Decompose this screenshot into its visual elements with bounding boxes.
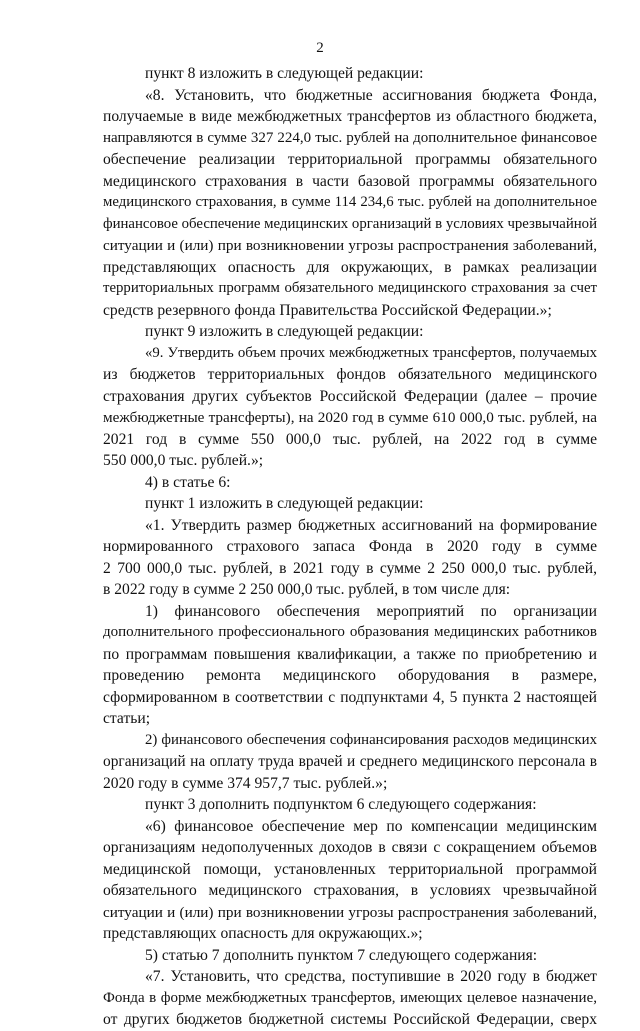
text-line: межбюджетные трансферты), на 2020 год в сумме 610 000,0 тыс. рублей, на xyxy=(103,409,597,426)
text-line: 2) финансового обеспечения софинансирования расходов медицинских xyxy=(145,731,597,748)
text-line: «1. Утвердить размер бюджетных ассигнований на формирование xyxy=(145,516,597,534)
text-line: сформированном в соответствии с подпунктами 4, 5 пункта 2 настоящей xyxy=(103,688,597,706)
text-line: 1) финансового обеспечения мероприятий по организации xyxy=(145,602,597,620)
text-line: из бюджетов территориальных фондов обязательного медицинского xyxy=(103,366,597,383)
text-line: представляющих опасность для окружающих.»; xyxy=(103,925,423,942)
text-line: Фонда в форме межбюджетных трансфертов, имеющих целевое назначение, xyxy=(103,989,597,1006)
text-line: от других бюджетов бюджетной системы Российской Федерации, сверх xyxy=(103,1011,597,1028)
text-line: 2021 год в сумме 550 000,0 тыс. рублей, на 2022 год в сумме xyxy=(103,430,597,448)
text-line: средств резервного фонда Правительства Российской Федерации.»; xyxy=(103,301,552,319)
text-line: 2 700 000,0 тыс. рублей, в 2021 году в сумме 2 250 000,0 тыс. рублей, xyxy=(103,559,597,577)
text-line: пункт 9 изложить в следующей редакции: xyxy=(145,323,424,340)
text-line: «9. Утвердить объем прочих межбюджетных трансфертов, получаемых xyxy=(145,344,597,361)
text-line: по программам повышения квалификации, а также по приобретению и xyxy=(103,645,597,663)
text-line: представляющих опасность для окружающих, в рамках реализации xyxy=(103,258,597,276)
text-line: нормированного страхового запаса Фонда в 2020 году в сумме xyxy=(103,538,597,555)
text-line: страхования других субъектов Российской Федерации (далее – прочие xyxy=(103,387,597,405)
text-line: территориальных программ обязательного медицинского страхования за счет xyxy=(103,280,597,296)
text-line: дополнительного профессионального образования медицинских работников xyxy=(103,624,597,640)
text-line: медицинской помощи, установленных территориальной программой xyxy=(103,860,597,878)
text-line: организаций на оплату труда врачей и среднего медицинского персонала в xyxy=(103,753,597,770)
text-line: в 2022 году в сумме 2 250 000,0 тыс. рублей, в том числе для: xyxy=(103,581,511,598)
text-line: «7. Установить, что средства, поступившие в 2020 году в бюджет xyxy=(145,968,597,985)
text-line: направляются в сумме 327 224,0 тыс. рублей на дополнительное финансовое xyxy=(103,129,597,146)
text-line: медицинского страхования в части базовой программы обязательного xyxy=(103,172,597,190)
text-line: обязательного медицинского страхования, в условиях чрезвычайной xyxy=(103,882,597,899)
text-line: организациям недополученных доходов в связи с сокращением объемов xyxy=(103,839,597,856)
text-line: медицинского страхования, в сумме 114 234,6 тыс. рублей на дополнительное xyxy=(103,194,597,210)
text-line: обеспечение реализации территориальной программы обязательного xyxy=(103,151,597,168)
text-line: 2020 году в сумме 374 957,7 тыс. рублей.»; xyxy=(103,774,388,792)
text-line: финансовое обеспечение медицинских организаций в условиях чрезвычайной xyxy=(103,215,597,232)
text-line: пункт 8 изложить в следующей редакции: xyxy=(145,65,424,82)
text-line: 5) статью 7 дополнить пунктом 7 следующего содержания: xyxy=(145,946,538,964)
text-line: получаемые в виде межбюджетных трансфертов из областного бюджета, xyxy=(103,108,597,125)
text-line: 550 000,0 тыс. рублей.»; xyxy=(103,452,264,469)
text-line: статьи; xyxy=(103,710,151,727)
text-line: «6) финансовое обеспечение мер по компенсации медицинским xyxy=(145,817,597,835)
text-line: «8. Установить, что бюджетные ассигнования бюджета Фонда, xyxy=(145,86,597,104)
text-line: пункт 3 дополнить подпунктом 6 следующего содержания: xyxy=(145,796,537,813)
text-line: 4) в статье 6: xyxy=(145,473,231,491)
page-number: 2 xyxy=(316,40,324,56)
document-body xyxy=(103,63,597,1031)
text-line: ситуации и (или) при возникновении угрозы распространения заболеваний, xyxy=(103,237,597,254)
text-line: ситуации и (или) при возникновении угрозы распространения заболеваний, xyxy=(103,903,597,921)
text-line: пункт 1 изложить в следующей редакции: xyxy=(145,495,424,512)
text-line: проведению ремонта медицинского оборудования в размере, xyxy=(103,667,597,684)
